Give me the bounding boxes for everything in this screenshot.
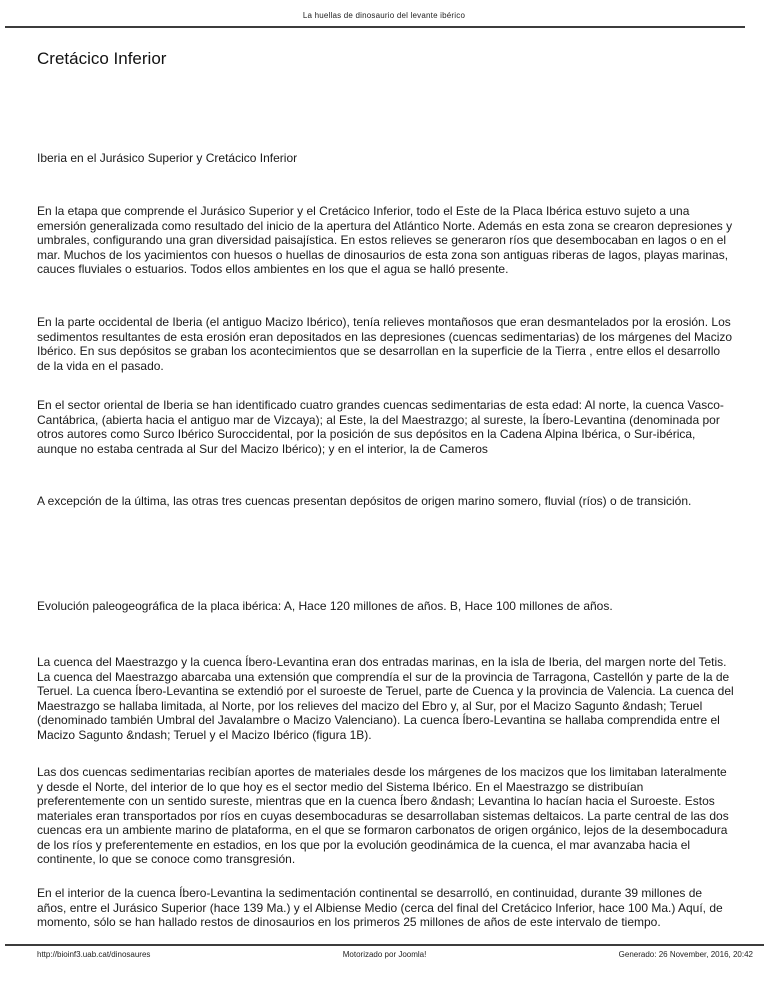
footer-url: http://bioinf3.uab.cat/dinosaures: [37, 950, 151, 959]
section-subtitle: Iberia en el Jurásico Superior y Cretácico Inferior: [37, 151, 298, 165]
paragraph: En la parte occidental de Iberia (el antiguo Macizo Ibérico), tenía relieves montañosos que eran desmantelados por la erosión. Los sedimentos resultantes de esta erosión eran depositados en las depresiones (cuencas sedimentarias) de los márgenes del Macizo Ibérico. En sus depósitos se graban los acontecimientos que se desarrollan en la superficie de la Tierra , entre ellos el desarrollo de la vida en el pasado.: [37, 315, 733, 373]
paragraph: En el interior de la cuenca Íbero-Levantina la sedimentación continental se desarrolló, en continuidad, durante 39 millones de años, entre el Jurásico Superior (hace 139 Ma.) y el Albiense Medio (cerca del final del Cretácico Inferior, hace 100 Ma.) Aquí, de momento, sólo se han hallado restos de dinosaurios en los primeros 25 millones de años de este intervalo de tiempo.: [37, 886, 723, 929]
footer-generated-timestamp: Generado: 26 November, 2016, 20:42: [618, 950, 753, 959]
footer: [37, 950, 753, 959]
page-title: Cretácico Inferior: [37, 49, 167, 69]
running-header: La huellas de dinosaurio del levante ibérico: [302, 11, 466, 20]
paragraph: En el sector oriental de Iberia se han identificado cuatro grandes cuencas sedimentarias de esta edad: Al norte, la cuenca Vasco- Cantábrica, (abierta hacia el antiguo mar de Vizcaya); al Este, la del Maestrazgo; al sureste, la Íbero-Levantina (denominada por otros autores como Surco Ibérico Suroccidental, por la posición de sus depósitos en la Cadena Alpina Ibérica, o Sur-ibérica, aunque no estaba centrada al Sur del Macizo Ibérico); y en el interior, la de Cameros: [37, 398, 724, 456]
footer-powered-by: Motorizado por Joomla!: [342, 950, 427, 959]
header-divider: [5, 26, 745, 28]
footer-divider: [5, 944, 764, 946]
paragraph: A excepción de la última, las otras tres cuencas presentan depósitos de origen marino somero, fluvial (ríos) o de transición.: [37, 494, 692, 508]
paragraph: Las dos cuencas sedimentarias recibían aportes de materiales desde los márgenes de los macizos que los limitaban lateralmente y desde el Norte, del interior de lo que hoy es el sector medio del Sistema Ibérico. En el Maestrazgo se distribuían preferentemente con un sentido sureste, mientras que en la cuenca Íbero &ndash; Levantina lo hacían hacia el Suroeste. Estos materiales eran transportados por ríos en cuyas desembocaduras se desarrollaban sistemas deltaicos. La parte central de las dos cuencas era un ambiente marino de plataforma, en el que se formaron carbonatos de origen orgánico, lejos de la desembocadura de los ríos y preferentemente en estadios, en los que por la evolución geodinámica de la cuenca, el mar avanzaba hacia el continente, lo que se conoce como transgresión.: [37, 765, 729, 866]
figure-caption: Evolución paleogeográfica de la placa ibérica: A, Hace 120 millones de años. B, Hace 100 millones de años.: [37, 599, 613, 613]
paragraph: En la etapa que comprende el Jurásico Superior y el Cretácico Inferior, todo el Este de la Placa Ibérica estuvo sujeto a una emersión generalizada como resultado del inicio de la apertura del Atlántico Norte. Además en esta zona se crearon depresiones y umbrales, configurando una gran diversidad paisajística. En estos relieves se generaron ríos que desembocaban en lagos o en el mar. Muchos de los yacimientos con huesos o huellas de dinosaurios de esta zona son antiguas riberas de lagos, playas marinas, cauces fluviales o estuarios. Todos ellos ambientes en los que el agua se halló presente.: [37, 204, 733, 276]
paragraph: La cuenca del Maestrazgo y la cuenca Íbero-Levantina eran dos entradas marinas, en la isla de Iberia, del margen norte del Tetis. La cuenca del Maestrazgo abarcaba una extensión que comprendía el sur de la provincia de Tarragona, Castellón y parte de la de Teruel. La cuenca Íbero-Levantina se extendió por el suroeste de Teruel, parte de Cuenca y la provincia de Valencia. La cuenca del Maestrazgo se hallaba limitada, al Norte, por los relieves del macizo del Ebro y, al Sur, por el Macizo Sagunto &ndash; Teruel (denominado también Umbral del Javalambre o Macizo Valenciano). La cuenca Íbero-Levantina se hallaba comprendida entre el Macizo Sagunto &ndash; Teruel y el Macizo Ibérico (figura 1B).: [37, 655, 734, 742]
